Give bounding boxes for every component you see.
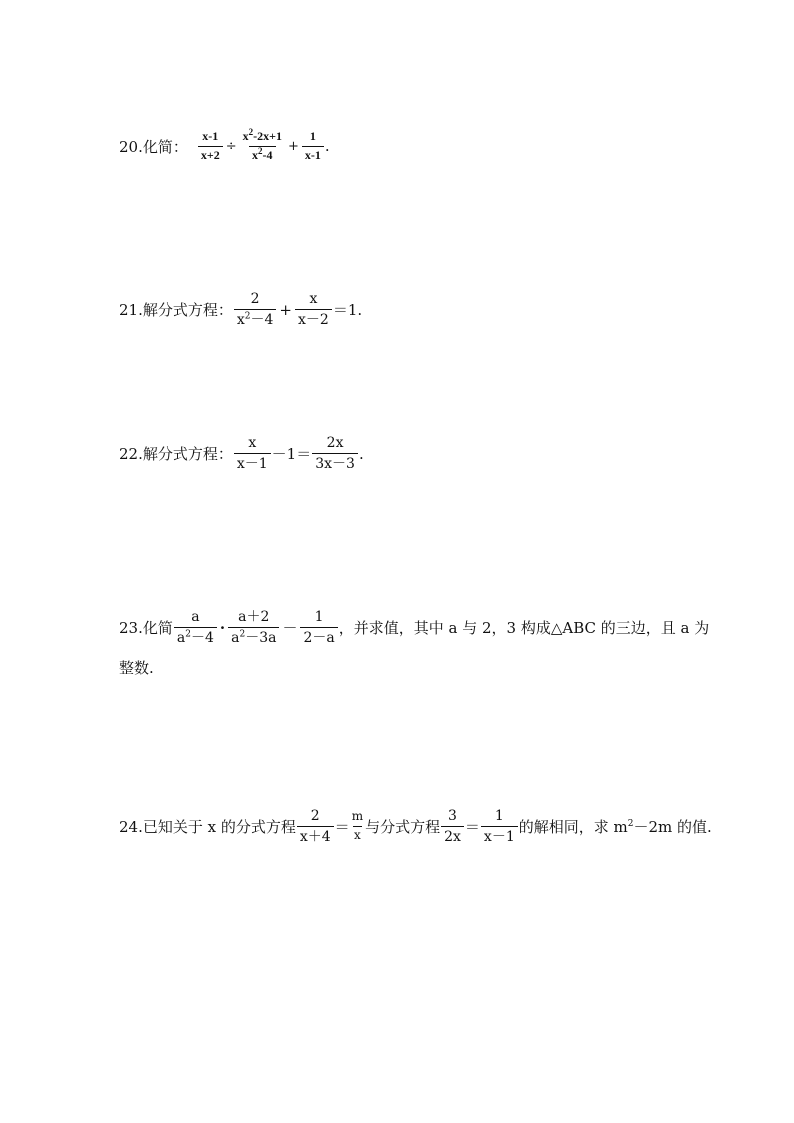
- denominator: x+2: [198, 146, 223, 163]
- numerator: 2x: [326, 435, 344, 451]
- fraction-3: [302, 130, 324, 163]
- denominator: $x^2-4$: [249, 146, 276, 163]
- minus-operator: －: [282, 619, 298, 638]
- denominator: x-1: [302, 146, 324, 163]
- denominator: 2－a: [300, 627, 337, 646]
- divide-operator: ÷: [225, 138, 237, 154]
- multiply-dot: ·: [219, 618, 226, 637]
- numerator: 2: [310, 808, 320, 824]
- numerator: a: [191, 609, 200, 625]
- problem-20: [119, 127, 330, 163]
- plus-operator: +: [287, 138, 299, 154]
- numerator: x-1: [202, 129, 219, 143]
- fraction-3: [300, 609, 337, 646]
- fraction-2: [351, 810, 364, 843]
- denominator: 3x－3: [312, 453, 358, 472]
- fraction-1: [234, 291, 277, 328]
- numerator: 1: [494, 808, 504, 824]
- fraction-1: [234, 435, 271, 472]
- equation-middle: －1＝: [271, 445, 312, 464]
- numerator: 1: [314, 609, 324, 625]
- numerator: $x^2-2x+1$: [242, 127, 282, 143]
- equals-sign: ＝: [464, 818, 480, 837]
- numerator: x: [309, 291, 318, 307]
- problem-23-tail: ，并求值，其中 a 与 2，3 构成△ABC 的三边，且 a 为: [338, 619, 710, 638]
- numerator: m: [351, 809, 364, 824]
- numerator: 3: [448, 808, 457, 824]
- problem-24-tail: 的解相同，求 $m^2-2m$ 的值.: [518, 818, 712, 837]
- denominator: $a^2-4$: [174, 627, 217, 646]
- denominator: x＋4: [297, 826, 334, 845]
- problem-23-label: 23.化简: [119, 619, 173, 638]
- fraction-2: [312, 435, 358, 472]
- problem-22: [119, 435, 364, 472]
- fraction-2: [295, 291, 332, 328]
- fraction-4: [481, 808, 518, 845]
- period: .: [358, 444, 364, 463]
- problem-23-continuation: 整数.: [119, 659, 154, 677]
- problem-21: [119, 291, 362, 328]
- denominator: x－1: [481, 826, 518, 845]
- fraction-1: [297, 808, 334, 845]
- denominator: x: [353, 828, 361, 843]
- problem-24-middle: 与分式方程: [365, 818, 441, 837]
- numerator: a＋2: [238, 609, 270, 625]
- denominator: x－1: [234, 453, 271, 472]
- equals-sign: ＝: [334, 818, 350, 837]
- denominator: x－2: [295, 309, 332, 328]
- problem-23: [119, 609, 709, 646]
- problem-20-label: 20.化简：: [119, 137, 188, 156]
- problem-22-label: 22.解分式方程：: [119, 445, 233, 464]
- fraction-2: [240, 127, 285, 163]
- denominator: $x^2-4$: [234, 309, 277, 328]
- period: .: [324, 137, 330, 156]
- fraction-1: [174, 609, 217, 646]
- fraction-3: [441, 808, 464, 845]
- numerator: x: [248, 435, 257, 451]
- numerator: 1: [309, 129, 316, 143]
- problem-21-label: 21.解分式方程：: [119, 301, 233, 320]
- plus-operator: +: [279, 300, 292, 319]
- fraction-2: [228, 609, 279, 646]
- equation-tail: ＝1.: [332, 301, 363, 320]
- problem-24-label: 24.已知关于 x 的分式方程: [119, 818, 296, 837]
- denominator: $a^2-3a$: [228, 627, 279, 646]
- denominator: 2x: [441, 826, 464, 845]
- problem-24: [119, 808, 712, 845]
- fraction-1: [198, 130, 223, 163]
- numerator: 2: [250, 291, 260, 307]
